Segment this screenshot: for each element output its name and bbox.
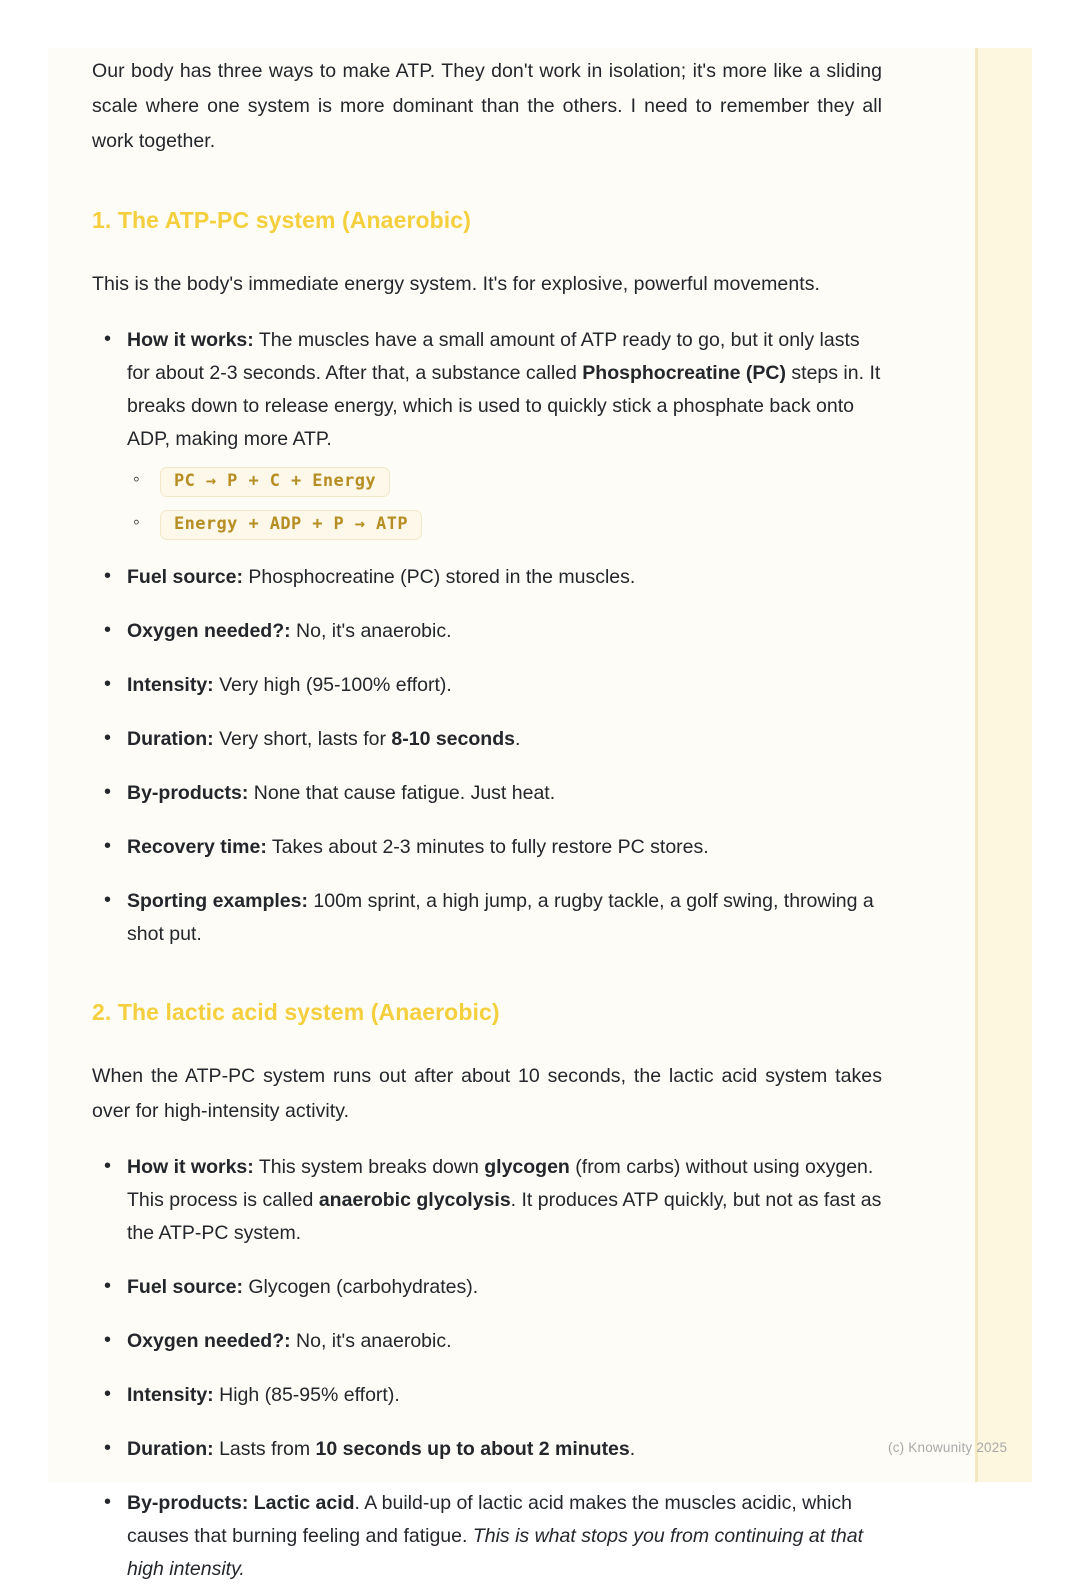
list-item <box>92 324 882 540</box>
bullet-bold-term: 10 seconds up to about 2 minutes <box>315 1438 630 1460</box>
list-item <box>92 831 882 864</box>
bullet-text: Glycogen (carbohydrates). <box>242 1276 479 1298</box>
bullet-label: Intensity: <box>127 1384 214 1406</box>
bullet-label: Oxygen needed?: <box>127 620 291 642</box>
bullet-text: High (85-95% effort). <box>213 1384 400 1406</box>
bullet-label: Duration: <box>127 1438 214 1460</box>
bullet-label: Duration: <box>127 728 214 750</box>
bullet-text: Very high (95-100% effort). <box>213 674 452 696</box>
bullet-text: None that cause fatigue. Just heat. <box>248 782 556 804</box>
bullet-italic-text: This is what stops you from continuing at that high intensity. <box>127 1525 864 1580</box>
section-1-paragraph: This is the body's immediate energy system. It's for explosive, powerful movements. <box>92 273 820 295</box>
section-1-bullet-list <box>92 324 882 951</box>
bullet-text: Very short, lasts for <box>213 728 392 750</box>
list-item <box>127 467 882 497</box>
bullet-bold-term: glycogen <box>484 1156 570 1178</box>
list-item <box>92 885 882 951</box>
bullet-text-cont: . <box>629 1438 636 1460</box>
bullet-label: Sporting examples: <box>127 890 308 912</box>
bullet-label: How it works: <box>127 1156 254 1178</box>
bullet-text: . A build-up of lactic acid makes the muscles acidic, which causes that burning feeling and fatigue. <box>127 1492 853 1547</box>
bullet-text: Lasts from <box>213 1438 316 1460</box>
bullet-bold-term-2: anaerobic glycolysis <box>318 1189 511 1211</box>
bullet-label: Intensity: <box>127 674 214 696</box>
bullet-text: Phosphocreatine (PC) stored in the muscles. <box>242 566 636 588</box>
bullet-text: 100m sprint, a high jump, a rugby tackle, a golf swing, throwing a shot put. <box>127 890 874 945</box>
section-heading-1: 1. The ATP-PC system (Anaerobic) <box>92 207 471 233</box>
bullet-text: Takes about 2-3 minutes to fully restore PC stores. <box>266 836 709 858</box>
document-content <box>92 48 882 1586</box>
right-margin-strip <box>975 48 1032 1482</box>
list-item <box>127 510 882 540</box>
bullet-text: No, it's anaerobic. <box>290 620 452 642</box>
bullet-label: Fuel source: <box>127 1276 243 1298</box>
bullet-label: How it works: <box>127 329 254 351</box>
equation-pc-breakdown: PC → P + C + Energy <box>160 467 390 497</box>
list-item <box>92 1487 882 1586</box>
list-item <box>92 1433 882 1466</box>
copyright-watermark: (c) Knowunity 2025 <box>888 1440 1008 1455</box>
bullet-label: Oxygen needed?: <box>127 1330 291 1352</box>
equation-sublist <box>127 467 882 540</box>
list-item <box>92 561 882 594</box>
bullet-label: By-products: Lactic acid <box>127 1492 355 1514</box>
list-item <box>92 1379 882 1412</box>
bullet-text-cont: . <box>514 728 521 750</box>
bullet-text: This system breaks down <box>253 1156 485 1178</box>
list-item <box>92 1325 882 1358</box>
bullet-label: By-products: <box>127 782 249 804</box>
bullet-label: Recovery time: <box>127 836 267 858</box>
list-item <box>92 1151 882 1250</box>
bullet-bold-term: 8-10 seconds <box>391 728 515 750</box>
bullet-text: The muscles have a small amount of ATP ready to go, but it only lasts for about 2-3 seconds. After that, a substance called <box>127 329 860 384</box>
bullet-text-cont: steps in. It breaks down to release energy, which is used to quickly stick a phosphate back onto ADP, making more ATP. <box>127 362 881 450</box>
document-page <box>48 48 1032 1580</box>
section-2-bullet-list <box>92 1151 882 1586</box>
bullet-bold-term: Phosphocreatine (PC) <box>582 362 786 384</box>
bullet-text-cont: (from carbs) without using oxygen. This process is called <box>127 1156 874 1211</box>
bullet-text: No, it's anaerobic. <box>290 1330 452 1352</box>
list-item <box>92 777 882 810</box>
bullet-label: Fuel source: <box>127 566 243 588</box>
intro-paragraph: Our body has three ways to make ATP. They don't work in isolation; it's more like a sliding scale where one system is more dominant than the others. I need to remember they all work together. <box>92 60 882 152</box>
list-item <box>92 669 882 702</box>
bullet-text-cont-2: . It produces ATP quickly, but not as fast as the ATP-PC system. <box>127 1189 882 1244</box>
section-2-paragraph: When the ATP-PC system runs out after about 10 seconds, the lactic acid system takes over for high-intensity activity. <box>92 1065 882 1122</box>
list-item <box>92 1271 882 1304</box>
list-item <box>92 615 882 648</box>
list-item <box>92 723 882 756</box>
section-heading-2: 2. The lactic acid system (Anaerobic) <box>92 999 500 1025</box>
equation-atp-resynthesis: Energy + ADP + P → ATP <box>160 510 422 540</box>
